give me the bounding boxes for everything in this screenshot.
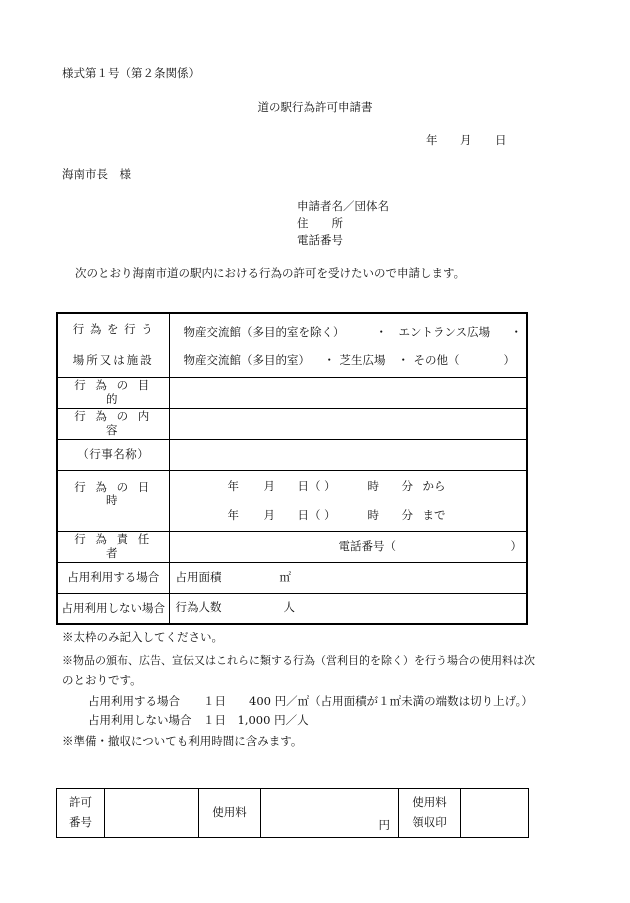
place-option-4[interactable]: 芝生広場 <box>339 353 386 367</box>
permit-number-input[interactable] <box>105 789 199 838</box>
row-occupy <box>57 562 527 593</box>
responsible-input-cell[interactable] <box>169 531 527 562</box>
row-purpose <box>57 377 527 408</box>
row-content <box>57 408 527 439</box>
occupy-area-label: 占用面積 <box>175 569 222 584</box>
dt-from-day: 日（ ） <box>297 478 336 493</box>
row-nonoccupy <box>57 593 527 624</box>
event-label: （行事名称） <box>57 439 169 470</box>
dt-from-month: 月 <box>263 478 275 493</box>
receipt-stamp-box[interactable] <box>461 789 529 838</box>
dt-to-hour: 時 <box>367 507 379 522</box>
receipt-stamp-label <box>399 789 461 838</box>
row-event <box>57 439 527 470</box>
place-bullet-3: ・ <box>323 353 335 367</box>
receipt-line1: 使用料 <box>412 795 447 810</box>
row-datetime <box>57 470 527 531</box>
applicant-address-label: 住 所 <box>297 216 343 230</box>
nonoccupy-label: 占用利用しない場合 <box>57 593 169 624</box>
fee-label: 使用料 <box>199 789 261 838</box>
place-bullet-1: ・ <box>375 325 387 339</box>
page-title: 道の駅行為許可申請書 <box>257 100 373 114</box>
responsible-phone-close: ） <box>510 538 522 553</box>
dt-to-year: 年 <box>227 507 239 522</box>
place-label-cell <box>57 313 169 377</box>
nonoccupy-count-unit: 人 <box>283 600 295 615</box>
dt-from-hour: 時 <box>367 478 379 493</box>
place-option-2[interactable]: エントランス広場 <box>398 325 491 339</box>
date-month: 月 <box>460 133 472 147</box>
date-year: 年 <box>426 133 438 147</box>
note-4: 占用利用しない場合 １日 1,000 円／人 <box>88 713 309 727</box>
dt-from-label: から <box>422 478 446 493</box>
note-2b: のとおりです。 <box>62 673 142 687</box>
applicant-phone-label: 電話番号 <box>297 233 343 247</box>
purpose-input[interactable] <box>169 377 527 408</box>
row-place <box>57 313 527 377</box>
nonoccupy-count-label: 行為人数 <box>175 600 222 615</box>
addressee: 海南市長 様 <box>62 167 131 181</box>
event-input[interactable] <box>169 439 527 470</box>
content-label: 行 為 の 内 容 <box>57 408 169 439</box>
permit-number-label <box>57 789 105 838</box>
note-2a: ※物品の頒布、広告、宣伝又はこれらに類する行為（営利目的を除く）を行う場合の使用料は次 <box>62 654 535 667</box>
datetime-label: 行 為 の 日 時 <box>74 479 153 507</box>
note-3: 占用利用する場合 １日 400 円／㎡（占用面積が１㎡未満の端数は切り上げ。） <box>88 694 533 708</box>
datetime-label-cell <box>57 470 169 531</box>
date-day: 日 <box>495 133 507 147</box>
place-label-1: 行 為 を 行 う <box>72 322 154 337</box>
place-option-3[interactable]: 物産交流館（多目的室） <box>183 353 310 367</box>
dt-from-min: 分 <box>401 478 413 493</box>
place-option-5-close: ） <box>503 353 515 367</box>
applicant-name-label: 申請者名／団体名 <box>297 199 389 213</box>
place-options-cell[interactable] <box>169 313 527 377</box>
place-bullet-2: ・ <box>510 325 522 339</box>
note-5: ※準備・撤収についても利用時間に含みます。 <box>62 734 303 748</box>
permit-number-line1: 許可 <box>69 795 92 810</box>
application-table <box>56 312 528 625</box>
responsible-label: 行 為 責 任 者 <box>57 531 169 562</box>
dt-to-day: 日（ ） <box>297 507 336 522</box>
office-use-table <box>56 788 529 838</box>
place-bullet-4: ・ <box>397 353 409 367</box>
dt-to-month: 月 <box>263 507 275 522</box>
occupy-label: 占用利用する場合 <box>57 562 169 593</box>
place-option-1[interactable]: 物産交流館（多目的室を除く） <box>183 325 345 339</box>
place-label-2: 場所又は施設 <box>72 353 154 368</box>
purpose-label: 行 為 の 目 的 <box>57 377 169 408</box>
datetime-input-cell[interactable] <box>169 470 527 531</box>
dt-to-min: 分 <box>401 507 413 522</box>
place-option-5[interactable]: その他（ <box>413 353 460 367</box>
permit-number-line2: 番号 <box>69 815 92 829</box>
row-responsible <box>57 531 527 562</box>
note-1: ※太枠のみ記入してください。 <box>62 630 223 644</box>
form-number: 様式第１号（第２条関係） <box>62 66 200 80</box>
occupy-input-cell[interactable] <box>169 562 527 593</box>
dt-to-label: まで <box>422 507 446 522</box>
intro-text: 次のとおり海南市道の駅内における行為の許可を受けたいので申請します。 <box>75 266 466 280</box>
receipt-line2: 領収印 <box>412 815 447 829</box>
responsible-phone-label: 電話番号（ <box>338 538 396 553</box>
fee-input[interactable] <box>261 789 399 838</box>
dt-from-year: 年 <box>227 478 239 493</box>
content-input[interactable] <box>169 408 527 439</box>
yen-unit: 円 <box>378 818 390 833</box>
nonoccupy-input-cell[interactable] <box>169 593 527 624</box>
occupy-area-unit: ㎡ <box>279 569 291 584</box>
